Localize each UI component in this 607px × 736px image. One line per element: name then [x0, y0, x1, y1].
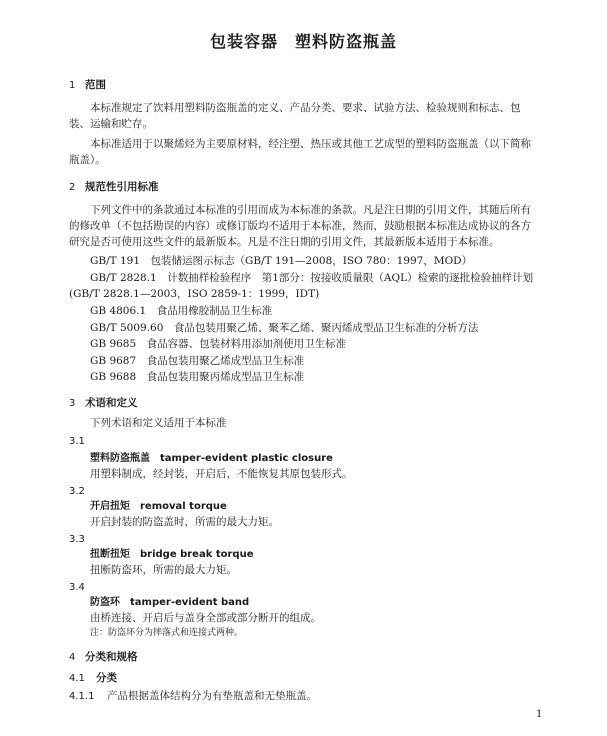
item-4-1-1-text: 产品根据盖体结构分为有垫瓶盖和无垫瓶盖。: [107, 690, 317, 702]
section-2-number: 2: [69, 182, 76, 193]
item-4-1-1-number: 4.1.1: [69, 691, 95, 702]
section-2-heading: 规范性引用标准: [85, 181, 159, 193]
term-3-2-title: 开启扭矩 removal torque: [90, 501, 227, 512]
ref-gb-9688: GB 9688 食品包装用聚丙烯成型品卫生标准: [90, 371, 305, 383]
term-3-1-definition: 用塑料制成，经封装，开启后，不能恢复其原包装形式。: [90, 468, 353, 480]
subsection-4-1-number: 4.1: [69, 673, 85, 684]
section-3-heading: 术语和定义: [85, 397, 138, 409]
document-title: 包装容器 塑料防盗瓶盖: [209, 32, 397, 51]
section-3-intro: 下列术语和定义适用于本标准: [90, 417, 227, 429]
term-3-3-number: 3.3: [69, 534, 85, 545]
ref-gb-t-5009-60: GB/T 5009.60 食品包装用聚乙烯、聚苯乙烯、聚丙烯成型品卫生标准的分析方法: [90, 322, 479, 334]
section-1-paragraph-1: 本标准规定了饮料用塑料防盗瓶盖的定义、产品分类、要求、试验方法、检验规则和标志、包装、运输和贮存。: [69, 102, 521, 130]
term-3-4-number: 3.4: [69, 582, 85, 593]
term-3-2-number: 3.2: [69, 486, 85, 497]
term-3-1-number: 3.1: [69, 436, 85, 447]
section-1-number: 1: [69, 80, 76, 91]
ref-gb-9685: GB 9685 食品容器、包装材料用添加剂使用卫生标准: [90, 338, 347, 350]
section-1-heading: 范围: [85, 79, 106, 91]
term-3-2-definition: 开启封装的防盗盖时，所需的最大力矩。: [90, 516, 279, 528]
ref-gb-t-2828-1-continued: (GB/T 2828.1—2003，ISO 2859-1：1999，IDT): [69, 288, 320, 300]
term-3-3-title: 扭断扭矩 bridge break torque: [90, 549, 254, 560]
page-number: 1: [536, 709, 543, 720]
section-4-heading: 分类和规格: [85, 651, 138, 663]
ref-gb-t-191: GB/T 191 包装储运图示标志（GB/T 191—2008，ISO 780：1997，MOD）: [90, 255, 473, 267]
section-2-paragraph: 下列文件中的条款通过本标准的引用而成为本标准的条款。凡是注日期的引用文件，其随后所有的修改单（不包括勘误的内容）或修订版均不适用于本标准，然而，鼓励根据本标准达成协议的各方研究是否可使用这些文件的最新版本。凡是不注日期的引用文件，其最新版本适用于本标准。: [69, 204, 531, 248]
term-3-3-definition: 扭断防盗环，所需的最大力矩。: [90, 564, 237, 576]
term-3-4-definition: 由桥连接、开启后与盖身全部或部分断开的组成。: [90, 612, 321, 624]
ref-gb-9687: GB 9687 食品包装用聚乙烯成型品卫生标准: [90, 355, 305, 367]
subsection-4-1-heading: 分类: [96, 672, 117, 684]
section-3-number: 3: [69, 398, 76, 409]
section-4-number: 4: [69, 652, 76, 663]
term-3-4-note: 注：防盗环分为摔落式和连接式两种。: [90, 628, 244, 638]
term-3-1-title: 塑料防盗瓶盖 tamper-evident plastic closure: [90, 453, 333, 464]
ref-gb-t-2828-1: GB/T 2828.1 计数抽样检验程序 第1部分：按接收质量限（AQL）检索的逐批检验抽样计划: [90, 272, 534, 284]
section-1-paragraph-2: 本标准适用于以聚烯烃为主要原材料，经注塑、热压或其他工艺成型的塑料防盗瓶盖（以下简称瓶盖）。: [69, 138, 531, 166]
ref-gb-4806-1: GB 4806.1 食品用橡胶制品卫生标准: [90, 305, 273, 317]
term-3-4-title: 防盗环 tamper-evident band: [90, 597, 250, 608]
